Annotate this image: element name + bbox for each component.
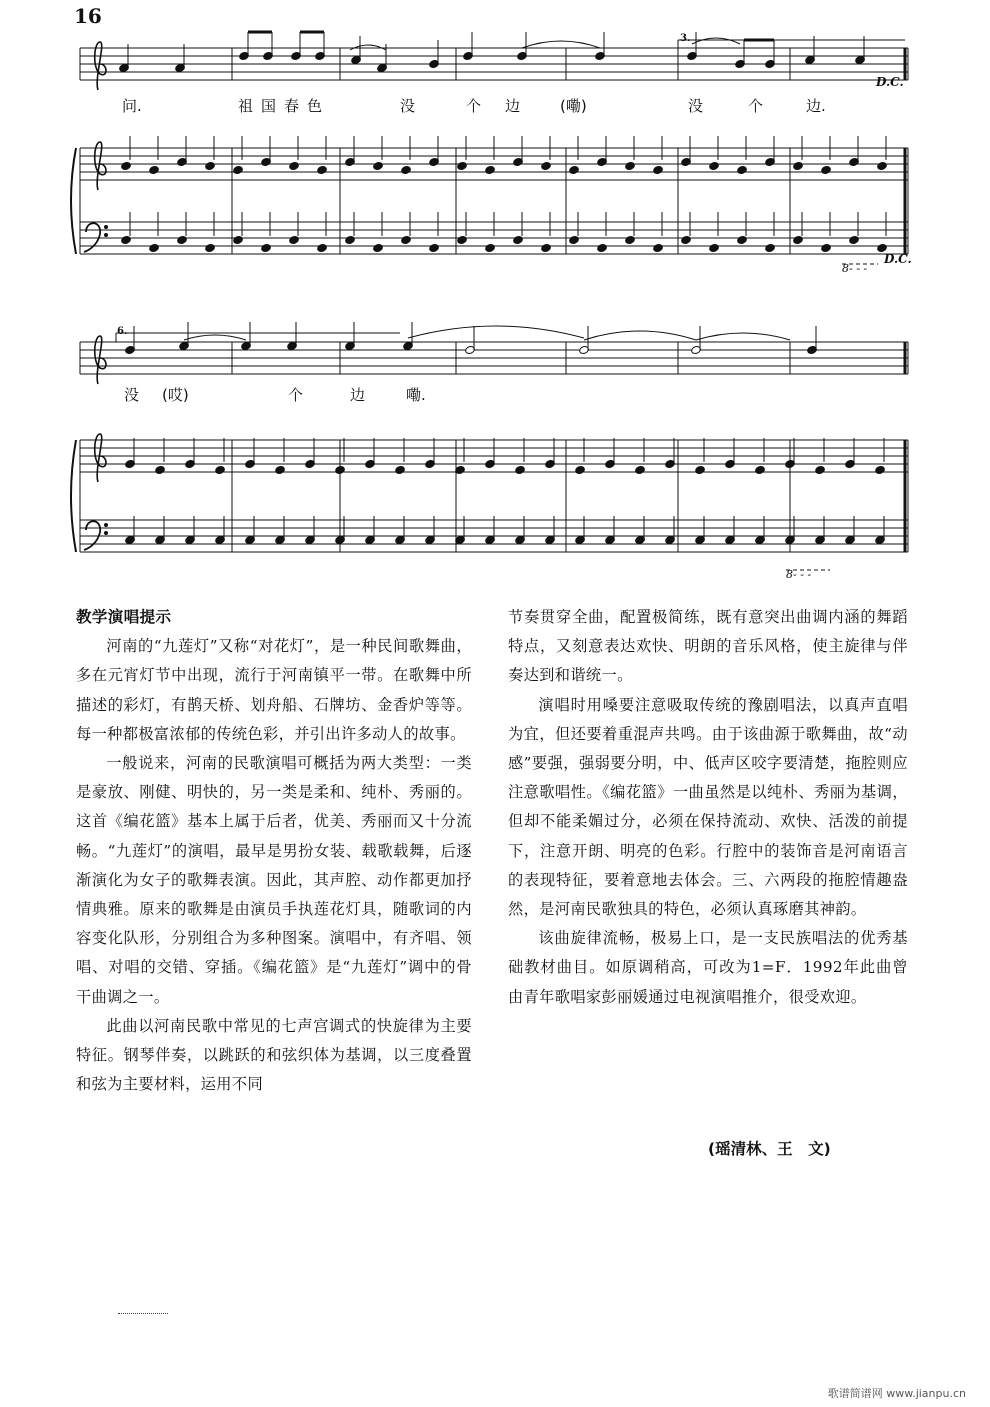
- system1-piano-bass-note: [401, 235, 412, 244]
- paragraph-4: 演唱时用嗓要注意吸取传统的豫剧唱法，以真声直唱为宜，但还要着重混声共鸣。由于该曲源于歌舞曲，故“动感”要强，强弱要分明，中、低声区咬字要清楚，拖腔则应注意歌唱性。《编花篮》一曲虽然是以纯朴、秀丽为基调，但却不能柔媚过分，必须在保持流动、欢快、活泼的前提下，注意开朗、明亮的色彩。行腔中的装饰音是河南语言的表现特征，要着意地去体会。三、六两段的拖腔情趣盎然，是河南民歌独具的特色，必须认真琢磨其神韵。: [508, 695, 908, 919]
- system1-piano-bass-note: [345, 235, 356, 244]
- system1-piano-bass-note: [569, 235, 580, 244]
- lyric-5: (嘞): [560, 97, 587, 115]
- system2-vocal-slur: [408, 326, 584, 338]
- system2-bass-clef-dot: [105, 532, 108, 535]
- system1-piano-treble-note: [401, 165, 412, 174]
- system2-piano-treble-note: [695, 465, 706, 474]
- lyric-12: 边: [350, 386, 366, 404]
- system1-piano-treble-note: [653, 165, 664, 174]
- paragraph-3: 此曲以河南民歌中常见的七声宫调式的快旋律为主要特征。钢琴伴奏，以跳跃的和弦织体为基调，以三度叠置和弦为主要材料，运用不同: [76, 1016, 472, 1094]
- lyric-1: 问.: [122, 97, 142, 115]
- system1-piano-treble-note: [737, 165, 748, 174]
- system1-piano-bass-note: [709, 243, 720, 252]
- system1-piano-treble-note: [121, 161, 132, 170]
- system1-piano-bass-note: [457, 235, 468, 244]
- system1-piano-bass-note: [205, 243, 216, 252]
- lyric-8: 边.: [806, 97, 826, 115]
- system2-piano-treble-note: [575, 465, 586, 474]
- system2-piano-treble-note: [395, 465, 406, 474]
- system2-piano-treble-note: [155, 465, 166, 474]
- system1-piano-treble-clef: [95, 142, 106, 190]
- paragraph-3-continued: 节奏贯穿全曲，配置极简练，既有意突出曲调内涵的舞蹈特点，又刻意表达欢快、明朗的音乐风格，使主旋律与伴奏达到和谐统一。: [508, 608, 908, 685]
- paragraph-2: 一般说来，河南的民歌演唱可概括为两大类型：一类是豪放、刚健、明快的，另一类是柔和、纯朴、秀丽的。这首《编花篮》基本上属于后者，优美、秀丽而又十分流畅。“九莲灯”的演唱，最早是男扮女装、载歌载舞，后逐渐演化为女子的歌舞表演。因此，其声腔、动作都更加抒情典雅。原来的歌舞是由演员手执莲花灯具，随歌词的内容变化队形，分别组合为多种图案。演唱中，有齐唱、领唱、对唱的交错、穿插。《编花篮》是“九莲灯”调中的骨干曲调之一。: [76, 754, 472, 1006]
- system1-piano-treble-note: [373, 161, 384, 170]
- lyric-10: (哎): [162, 386, 189, 404]
- system1-piano-bass-note: [821, 243, 832, 252]
- system1-vocal-slur: [522, 41, 600, 48]
- system1-piano-bass-note: [121, 235, 132, 244]
- lyric-6: 没: [688, 97, 704, 115]
- divider-rule: [118, 1313, 168, 1314]
- lyric-4: 个边: [466, 97, 545, 115]
- author-signature: (瑶清林、王 文): [708, 1140, 831, 1158]
- system1-piano-treble-note: [793, 161, 804, 170]
- system2-piano-treble-clef: [95, 434, 106, 482]
- system1-piano-bass-note: [625, 235, 636, 244]
- music-score: [0, 0, 990, 600]
- page-number: 16: [74, 4, 102, 28]
- paragraph-5: 该曲旋律流畅，极易上口，是一支民族唱法的优秀基础教材曲目。如原调稍高，可改为1=F．1992年此曲曾由青年歌唱家彭丽媛通过电视演唱推介，很受欢迎。: [508, 929, 908, 1006]
- system1-piano-bass-note: [261, 243, 272, 252]
- lyric-13: 嘞.: [406, 386, 426, 404]
- section-heading: 教学演唱提示: [76, 608, 172, 626]
- system2-piano-treble-note: [515, 465, 526, 474]
- dc-mark-bottom: D.C.: [884, 252, 912, 266]
- system2-brace: [71, 440, 76, 552]
- system1-piano-bass-note: [849, 235, 860, 244]
- system2-piano-treble-note: [815, 465, 826, 474]
- lyric-7: 个: [748, 97, 764, 115]
- system1-piano-bass-note: [541, 243, 552, 252]
- system1-piano-treble-note: [205, 161, 216, 170]
- system1-bass-clef-dot: [105, 226, 108, 229]
- system1-piano-bass-note: [149, 243, 160, 252]
- system1-piano-bass-note: [793, 235, 804, 244]
- system2-vocal-slur: [584, 331, 696, 340]
- system2-piano-treble-note: [635, 465, 646, 474]
- system1-piano-treble-note: [317, 165, 328, 174]
- paragraph-1: 河南的“九莲灯”又称“对花灯”，是一种民间歌舞曲，多在元宵灯节中出现，流行于河南镇平一带。在歌舞中所描述的彩灯，有鹊天桥、划舟船、石牌坊、金香炉等等。每一种都极富浓郁的传统色彩，并引出许多动人的故事。: [76, 637, 472, 743]
- ottava-mark-2: 8- - -: [786, 568, 812, 581]
- system1-piano-treble-note: [569, 165, 580, 174]
- system2-vocal-slur: [696, 333, 790, 340]
- system1-piano-bass-note: [177, 235, 188, 244]
- system1-piano-bass-note: [429, 243, 440, 252]
- lyric-9: 没: [124, 386, 140, 404]
- system1-treble-clef: [95, 42, 106, 90]
- volta-6-label: 6.: [117, 326, 128, 337]
- system2-piano-treble-note: [215, 465, 226, 474]
- system1-piano-bass-note: [681, 235, 692, 244]
- system1-piano-treble-note: [709, 161, 720, 170]
- system1-piano-bass-note: [653, 243, 664, 252]
- system2-piano-treble-note: [275, 465, 286, 474]
- system1-bass-clef-dot: [105, 234, 108, 237]
- system1-piano-bass-note: [485, 243, 496, 252]
- system2-piano-treble-note: [335, 465, 346, 474]
- watermark: 歌谱简谱网 www.jianpu.cn: [827, 1387, 966, 1400]
- lyric-11: 个: [288, 386, 304, 404]
- system1-piano-treble-note: [625, 161, 636, 170]
- system1-vocal-slur: [692, 38, 740, 44]
- left-column: [76, 603, 472, 1099]
- system1-piano-bass-note: [737, 235, 748, 244]
- system1-piano-treble-note: [457, 161, 468, 170]
- system1-piano-bass-note: [373, 243, 384, 252]
- system1-piano-treble-note: [149, 165, 160, 174]
- volta-3-label: 3.: [680, 33, 691, 44]
- system2-piano-treble-note: [875, 465, 886, 474]
- ottava-mark-1: 8- - -: [842, 262, 868, 275]
- system1-piano-treble-note: [877, 161, 888, 170]
- system1-piano-treble-note: [289, 161, 300, 170]
- system1-piano-bass-note: [597, 243, 608, 252]
- system1-piano-bass-note: [317, 243, 328, 252]
- system2-treble-clef: [95, 336, 106, 384]
- system2-piano-treble-note: [755, 465, 766, 474]
- system1-piano-treble-note: [541, 161, 552, 170]
- right-column: [508, 603, 908, 1012]
- system1-brace: [71, 148, 76, 254]
- dc-mark-top: D.C.: [876, 75, 904, 89]
- system1-piano-bass-note: [765, 243, 776, 252]
- system2-vocal-slur: [184, 335, 246, 340]
- system2-bass-clef-dot: [105, 524, 108, 527]
- lyric-3: 没: [400, 97, 416, 115]
- system1-piano-bass-note: [289, 235, 300, 244]
- system1-piano-bass-note: [513, 235, 524, 244]
- system1-piano-bass-note: [233, 235, 244, 244]
- system1-piano-treble-note: [485, 165, 496, 174]
- system1-piano-treble-note: [821, 165, 832, 174]
- lyric-2: 祖国春色: [238, 97, 331, 115]
- system1-piano-treble-note: [233, 165, 244, 174]
